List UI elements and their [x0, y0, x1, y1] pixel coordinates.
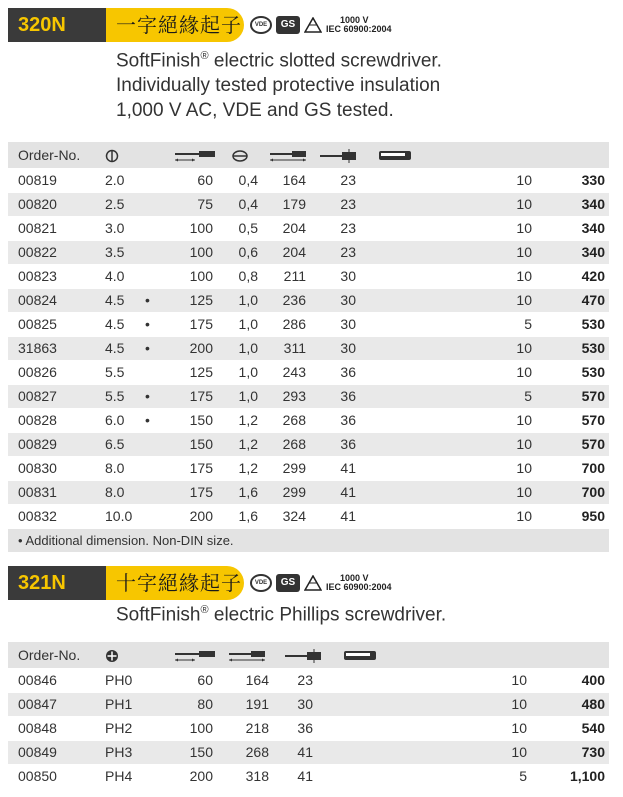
- non-din-marker: •: [145, 288, 173, 312]
- product-description: [116, 44, 442, 123]
- handle-diameter-icon: [283, 649, 323, 663]
- handle-diameter: 30: [283, 692, 343, 716]
- blade-thickness: 1,0: [213, 336, 268, 360]
- blade-length: 60: [173, 668, 221, 692]
- table-row: [8, 312, 609, 336]
- price-code: 570: [540, 408, 609, 432]
- blade-thickness: 1,0: [213, 288, 268, 312]
- order-number: 00848: [8, 716, 105, 740]
- product-description: [116, 598, 446, 627]
- overall-length: 164: [221, 668, 283, 692]
- table-row: [8, 740, 609, 764]
- footnote-row: [8, 528, 609, 552]
- non-din-marker: •: [145, 408, 173, 432]
- blade-width: 6.5: [105, 432, 145, 456]
- phillips-icon: [105, 649, 119, 663]
- pack-quantity: 10: [378, 432, 540, 456]
- overall-length: 243: [268, 360, 318, 384]
- handle-diameter: 36: [318, 432, 378, 456]
- order-number-header: Order-No.: [18, 147, 81, 163]
- blade-width: 8.0: [105, 480, 145, 504]
- blade-length: 75: [173, 192, 213, 216]
- price-code: 950: [540, 504, 609, 528]
- blade-width: 4.5: [105, 288, 145, 312]
- vde-mark-icon: VDE: [250, 16, 272, 34]
- table-row: [8, 360, 609, 384]
- non-din-marker: [145, 216, 173, 240]
- overall-length: 268: [221, 740, 283, 764]
- certification-marks: [250, 566, 392, 600]
- non-din-marker: [145, 456, 173, 480]
- handle-diameter: 23: [318, 192, 378, 216]
- overall-length: 311: [268, 336, 318, 360]
- phillips-size: PH1: [105, 692, 173, 716]
- overall-length: 236: [268, 288, 318, 312]
- pack-quantity: 10: [378, 192, 540, 216]
- price-code: 570: [540, 432, 609, 456]
- pack-quantity: 10: [378, 264, 540, 288]
- blade-length-header: [173, 642, 283, 668]
- blade-length: 150: [173, 740, 221, 764]
- handle-diameter: 30: [318, 336, 378, 360]
- price-code: 340: [540, 216, 609, 240]
- overall-length: 218: [221, 716, 283, 740]
- order-number: 00830: [8, 456, 105, 480]
- order-number: 00831: [8, 480, 105, 504]
- non-din-marker: [145, 168, 173, 192]
- blade-length: 175: [173, 456, 213, 480]
- order-number: 00823: [8, 264, 105, 288]
- table-row: [8, 456, 609, 480]
- handle-diameter: 36: [318, 408, 378, 432]
- description-text: electric Phillips screwdriver.: [208, 604, 447, 626]
- description-line-2: Individually tested protective insulation: [116, 75, 441, 97]
- handle-diameter: 23: [318, 240, 378, 264]
- overall-length: 211: [268, 264, 318, 288]
- overall-length-header: [268, 142, 318, 168]
- voltage-rating: [326, 574, 392, 592]
- order-number: 31863: [8, 336, 105, 360]
- blade-thickness: 1,0: [213, 384, 268, 408]
- pack-quantity: 5: [343, 764, 535, 788]
- blade-length-header: [173, 142, 268, 168]
- blade-thickness: 0,4: [213, 192, 268, 216]
- product-table-320n: [8, 142, 609, 553]
- blade-width: 5.5: [105, 384, 145, 408]
- pack-quantity: 10: [378, 504, 540, 528]
- price-code: 530: [540, 336, 609, 360]
- table-header: [8, 642, 609, 668]
- price-code: 340: [540, 240, 609, 264]
- pack-quantity: 10: [378, 408, 540, 432]
- phillips-size-header: [105, 642, 173, 668]
- overall-length: 204: [268, 216, 318, 240]
- handle-diameter: 23: [283, 668, 343, 692]
- order-number: 00819: [8, 168, 105, 192]
- blade-length: 100: [173, 716, 221, 740]
- overall-length: 299: [268, 456, 318, 480]
- blade-thickness: 1,0: [213, 312, 268, 336]
- handle-diameter-header: [318, 142, 378, 168]
- blade-width: 2.0: [105, 168, 145, 192]
- pack-quantity: 10: [378, 240, 540, 264]
- registered-mark: ®: [200, 604, 209, 616]
- handle-diameter: 36: [318, 384, 378, 408]
- table-row: [8, 692, 609, 716]
- table-row: [8, 504, 609, 528]
- brand-name: SoftFinish: [116, 604, 201, 626]
- pack-quantity: 10: [378, 480, 540, 504]
- order-number: 00846: [8, 668, 105, 692]
- handle-diameter: 30: [318, 312, 378, 336]
- blade-thickness: 1,2: [213, 456, 268, 480]
- non-din-marker: [145, 480, 173, 504]
- blade-width: 6.0: [105, 408, 145, 432]
- price-code: 1,100: [535, 764, 609, 788]
- order-number: 00829: [8, 432, 105, 456]
- handle-diameter-header: [283, 642, 343, 668]
- price-code: 540: [535, 716, 609, 740]
- price-code: 400: [535, 668, 609, 692]
- overall-length: 299: [268, 480, 318, 504]
- iec-standard: IEC 60900:2004: [326, 24, 392, 34]
- footnote: • Additional dimension. Non-DIN size.: [8, 528, 609, 552]
- pack-quantity-icon: [343, 649, 377, 663]
- blade-width: 3.0: [105, 216, 145, 240]
- handle-diameter-icon: [318, 149, 358, 163]
- section-321n: [0, 562, 623, 797]
- blade-length: 100: [173, 240, 213, 264]
- blade-length-icon: [173, 649, 217, 663]
- pack-quantity: 10: [378, 288, 540, 312]
- blade-width: 4.0: [105, 264, 145, 288]
- pack-quantity-header: [378, 142, 540, 168]
- handle-diameter: 30: [318, 264, 378, 288]
- certification-marks: [250, 8, 392, 42]
- handle-diameter: 30: [318, 288, 378, 312]
- non-din-marker: •: [145, 384, 173, 408]
- blade-length: 150: [173, 408, 213, 432]
- order-number: 00849: [8, 740, 105, 764]
- phillips-size: PH3: [105, 740, 173, 764]
- voltage-label: 1000 V: [340, 573, 369, 583]
- blade-thickness: 1,6: [213, 480, 268, 504]
- overall-length: 268: [268, 408, 318, 432]
- non-din-marker: [145, 432, 173, 456]
- handle-diameter: 41: [318, 504, 378, 528]
- blade-width: 5.5: [105, 360, 145, 384]
- description-text: electric slotted screwdriver.: [208, 50, 442, 72]
- order-number: 00850: [8, 764, 105, 788]
- blade-thickness: 1,6: [213, 504, 268, 528]
- blade-thickness: 0,4: [213, 168, 268, 192]
- blade-thickness-icon: [231, 149, 249, 163]
- blade-length: 80: [173, 692, 221, 716]
- non-din-marker: [145, 192, 173, 216]
- blade-width: 10.0: [105, 504, 145, 528]
- overall-length-icon: [268, 149, 308, 163]
- overall-length-icon: [227, 649, 267, 663]
- order-number: 00822: [8, 240, 105, 264]
- pack-quantity-icon: [378, 149, 412, 163]
- price-code: 470: [540, 288, 609, 312]
- non-din-marker: [145, 264, 173, 288]
- table-header: [8, 142, 609, 168]
- table-row: [8, 240, 609, 264]
- order-number: 00821: [8, 216, 105, 240]
- order-number-header: Order-No.: [18, 647, 81, 663]
- blade-width: 3.5: [105, 240, 145, 264]
- table-row: [8, 764, 609, 788]
- order-number: 00847: [8, 692, 105, 716]
- price-code: 340: [540, 192, 609, 216]
- overall-length: 324: [268, 504, 318, 528]
- gs-mark-icon: GS: [276, 574, 300, 592]
- chinese-title: 一字絕緣起子: [106, 8, 244, 42]
- handle-diameter: 23: [318, 216, 378, 240]
- blade-width-header: [105, 142, 145, 168]
- pack-quantity: 10: [378, 168, 540, 192]
- order-number: 00826: [8, 360, 105, 384]
- handle-diameter: 36: [318, 360, 378, 384]
- registered-mark: ®: [200, 50, 209, 62]
- table-row: [8, 668, 609, 692]
- blade-width: 4.5: [105, 312, 145, 336]
- table-row: [8, 288, 609, 312]
- price-code: 420: [540, 264, 609, 288]
- high-voltage-triangle-icon: [304, 17, 322, 33]
- table-row: [8, 168, 609, 192]
- price-code: 530: [540, 360, 609, 384]
- blade-length: 175: [173, 384, 213, 408]
- overall-length: 191: [221, 692, 283, 716]
- voltage-label: 1000 V: [340, 15, 369, 25]
- pack-quantity: 10: [378, 336, 540, 360]
- handle-diameter: 36: [283, 716, 343, 740]
- description-line-3: 1,000 V AC, VDE and GS tested.: [116, 100, 394, 122]
- overall-length: 293: [268, 384, 318, 408]
- brand-name: SoftFinish: [116, 50, 201, 72]
- handle-diameter: 23: [318, 168, 378, 192]
- handle-diameter: 41: [283, 740, 343, 764]
- blade-thickness: 0,5: [213, 216, 268, 240]
- gs-mark-icon: GS: [276, 16, 300, 34]
- non-din-marker: •: [145, 312, 173, 336]
- non-din-marker: [145, 240, 173, 264]
- pack-quantity: 10: [343, 668, 535, 692]
- pack-quantity-header: [343, 642, 535, 668]
- blade-length: 200: [173, 764, 221, 788]
- blade-thickness: 0,8: [213, 264, 268, 288]
- pack-quantity: 10: [378, 216, 540, 240]
- description-line-1: [116, 598, 446, 627]
- table-row: [8, 716, 609, 740]
- blade-length: 125: [173, 360, 213, 384]
- price-code: 530: [540, 312, 609, 336]
- table-row: [8, 264, 609, 288]
- table-row: [8, 192, 609, 216]
- table-row: [8, 384, 609, 408]
- blade-length: 175: [173, 480, 213, 504]
- chinese-title: 十字絕緣起子: [106, 566, 244, 600]
- table-row: [8, 216, 609, 240]
- product-code-badge: 321N: [8, 566, 106, 600]
- order-number: 00828: [8, 408, 105, 432]
- blade-length: 100: [173, 264, 213, 288]
- blade-length: 125: [173, 288, 213, 312]
- blade-length: 60: [173, 168, 213, 192]
- blade-length: 200: [173, 336, 213, 360]
- overall-length: 204: [268, 240, 318, 264]
- blade-thickness: 0,6: [213, 240, 268, 264]
- table-row: [8, 432, 609, 456]
- non-din-marker: [145, 360, 173, 384]
- product-code-badge: 320N: [8, 8, 106, 42]
- overall-length: 318: [221, 764, 283, 788]
- pack-quantity: 10: [343, 740, 535, 764]
- phillips-size: PH2: [105, 716, 173, 740]
- product-table-321n: [8, 642, 609, 789]
- overall-length: 179: [268, 192, 318, 216]
- overall-length: 164: [268, 168, 318, 192]
- blade-thickness: 1,0: [213, 360, 268, 384]
- blade-width: 2.5: [105, 192, 145, 216]
- blade-width: 8.0: [105, 456, 145, 480]
- blade-length: 100: [173, 216, 213, 240]
- blade-width-icon: [105, 149, 119, 163]
- price-code: 330: [540, 168, 609, 192]
- price-code: 570: [540, 384, 609, 408]
- blade-length: 150: [173, 432, 213, 456]
- blade-length: 175: [173, 312, 213, 336]
- handle-diameter: 41: [318, 456, 378, 480]
- overall-length: 286: [268, 312, 318, 336]
- overall-length: 268: [268, 432, 318, 456]
- price-code: 700: [540, 480, 609, 504]
- pack-quantity: 5: [378, 312, 540, 336]
- blade-width: 4.5: [105, 336, 145, 360]
- blade-length-icon: [173, 149, 217, 163]
- price-code: 700: [540, 456, 609, 480]
- price-code: 480: [535, 692, 609, 716]
- pack-quantity: 10: [378, 456, 540, 480]
- description-line-1: [116, 44, 442, 73]
- handle-diameter: 41: [318, 480, 378, 504]
- pack-quantity: 10: [378, 360, 540, 384]
- order-number: 00824: [8, 288, 105, 312]
- table-row: [8, 408, 609, 432]
- non-din-marker: •: [145, 336, 173, 360]
- high-voltage-triangle-icon: [304, 575, 322, 591]
- table-row: [8, 336, 609, 360]
- handle-diameter: 41: [283, 764, 343, 788]
- blade-thickness: 1,2: [213, 432, 268, 456]
- voltage-rating: [326, 16, 392, 34]
- pack-quantity: 10: [343, 692, 535, 716]
- iec-standard: IEC 60900:2004: [326, 582, 392, 592]
- order-number: 00827: [8, 384, 105, 408]
- pack-quantity: 10: [343, 716, 535, 740]
- vde-mark-icon: VDE: [250, 574, 272, 592]
- pack-quantity: 5: [378, 384, 540, 408]
- phillips-size: PH4: [105, 764, 173, 788]
- phillips-size: PH0: [105, 668, 173, 692]
- order-number: 00820: [8, 192, 105, 216]
- non-din-marker: [145, 504, 173, 528]
- blade-length: 200: [173, 504, 213, 528]
- order-number: 00832: [8, 504, 105, 528]
- order-number: 00825: [8, 312, 105, 336]
- price-code: 730: [535, 740, 609, 764]
- table-row: [8, 480, 609, 504]
- blade-thickness: 1,2: [213, 408, 268, 432]
